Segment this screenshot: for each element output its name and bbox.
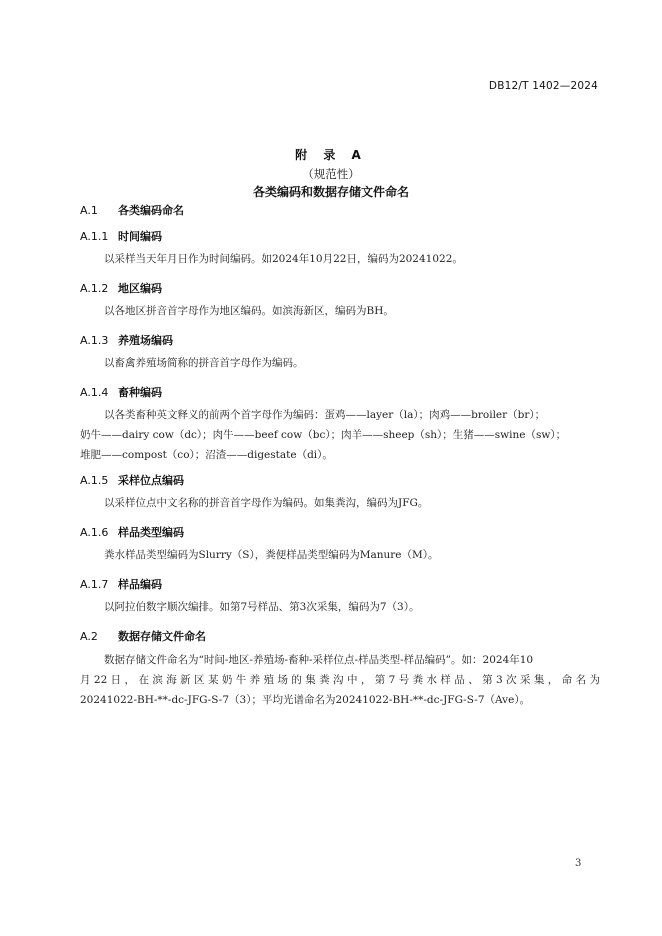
paragraph-line: 以阿拉伯数字顺次编排。如第7号样品、第3次采集，编码为7（3）。 bbox=[104, 601, 420, 613]
section-number: A.1.2 bbox=[80, 282, 109, 295]
appendix-title: 附 录 A bbox=[295, 148, 367, 162]
section-title: 各类编码命名 bbox=[118, 204, 184, 217]
section-heading bbox=[80, 384, 162, 400]
paragraph bbox=[80, 301, 600, 321]
section-title: 地区编码 bbox=[118, 282, 162, 295]
section-number: A.1.5 bbox=[80, 474, 109, 487]
paragraph bbox=[80, 545, 600, 565]
section-title: 采样位点编码 bbox=[118, 474, 184, 487]
paragraph-line: 月22日，在滨海新区某奶牛养殖场的集粪沟中，第7号粪水样品、第3次采集，命名为 bbox=[80, 674, 600, 686]
section-number: A.1.1 bbox=[80, 230, 109, 243]
section-heading bbox=[80, 628, 206, 644]
appendix-nature: （规范性） bbox=[302, 167, 360, 181]
paragraph bbox=[80, 249, 600, 269]
paragraph-line: 以各类畜种英文释义的前两个首字母作为编码：蛋鸡——layer（la）；肉鸡——broiler（br）； bbox=[104, 409, 546, 421]
paragraph-line: 堆肥——compost（co）；沼渣——digestate（di）。 bbox=[80, 449, 333, 461]
appendix-subtitle: 各类编码和数据存储文件命名 bbox=[252, 185, 409, 199]
section-heading bbox=[80, 332, 173, 348]
section-number: A.1.3 bbox=[80, 334, 109, 347]
paragraph-line: 以采样当天年月日作为时间编码。如2024年10月22日，编码为20241022。 bbox=[104, 253, 463, 265]
section-heading bbox=[80, 524, 184, 540]
section-heading bbox=[80, 472, 184, 488]
section-number: A.1.7 bbox=[80, 578, 109, 591]
paragraph-line: 以畜禽养殖场简称的拼音首字母作为编码。 bbox=[104, 357, 304, 369]
section-number: A.1.6 bbox=[80, 526, 109, 539]
section-heading bbox=[80, 576, 162, 592]
section-title: 样品类型编码 bbox=[118, 526, 184, 539]
paragraph bbox=[80, 493, 600, 513]
section-title: 样品编码 bbox=[118, 578, 162, 591]
paragraph-line: 数据存储文件命名为“时间-地区-养殖场-畜种-采样位点-样品类型-样品编码”。如：2024年10 bbox=[104, 654, 534, 666]
paragraph-line: 粪水样品类型编码为Slurry（S），粪便样品类型编码为Manure（M）。 bbox=[104, 549, 439, 561]
section-title: 数据存储文件命名 bbox=[118, 630, 206, 643]
section-title: 畜种编码 bbox=[118, 386, 162, 399]
paragraph bbox=[80, 597, 600, 617]
section-heading bbox=[80, 228, 162, 244]
paragraph-line: 20241022-BH-**-dc-JFG-S-7（3）；平均光谱命名为20241022-BH-**-dc-JFG-S-7（Ave）。 bbox=[80, 694, 531, 706]
page-number: 3 bbox=[575, 858, 582, 869]
paragraph bbox=[80, 353, 600, 373]
section-number: A.2 bbox=[80, 630, 98, 643]
section-title: 时间编码 bbox=[118, 230, 162, 243]
paragraph-line: 以各地区拼音首字母作为地区编码。如滨海新区，编码为BH。 bbox=[104, 305, 394, 317]
document-code: DB12/T 1402—2024 bbox=[488, 80, 598, 92]
paragraph-line: 以采样位点中文名称的拼音首字母作为编码。如集粪沟，编码为JFG。 bbox=[104, 497, 429, 509]
section-number: A.1 bbox=[80, 204, 98, 217]
section-title: 养殖场编码 bbox=[118, 334, 173, 347]
paragraph bbox=[80, 650, 600, 710]
section-heading bbox=[80, 280, 162, 296]
paragraph-line: 奶牛——dairy cow（dc）；肉牛——beef cow（bc）；肉羊——sheep（sh）；生猪——swine（sw）； bbox=[80, 429, 567, 441]
paragraph bbox=[80, 405, 600, 465]
section-heading bbox=[80, 202, 184, 218]
section-number: A.1.4 bbox=[80, 386, 109, 399]
